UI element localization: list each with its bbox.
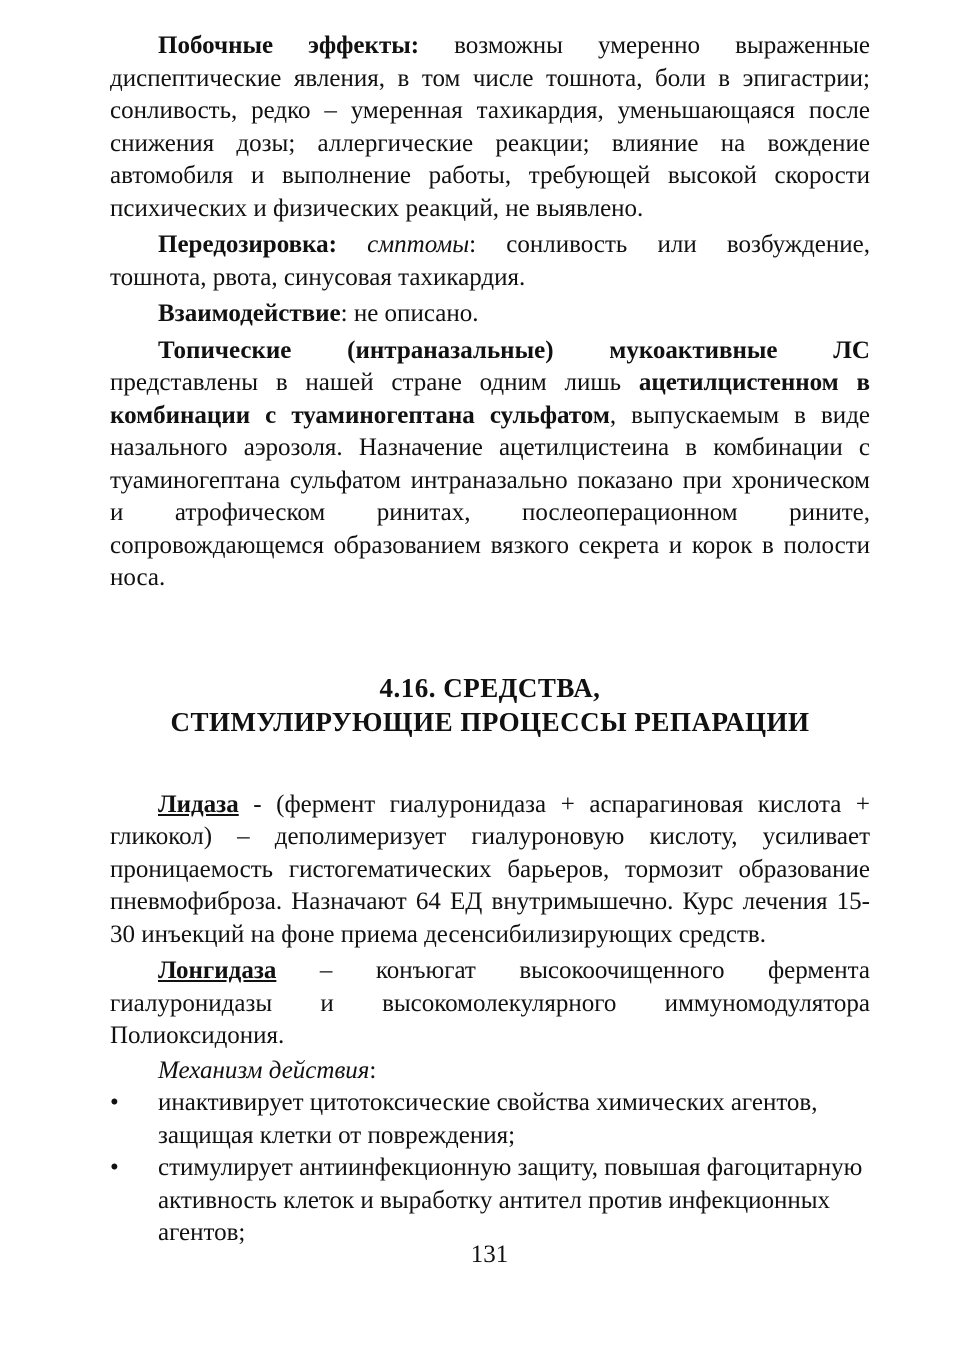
side-effects-text: возможны умеренно выраженные диспептические явления, в том числе тошнота, боли в эпигастрии; сонливость, редко – умеренная тахикардия, уменьшающаяся после снижения дозы; аллергические реакции; влияние на вождение автомобиля и выполнение работы, требующей высокой скорости психических и физических реакций, не выявлено.	[110, 32, 870, 222]
section-heading-line-2: СТИМУЛИРУЮЩИЕ ПРОЦЕССЫ РЕПАРАЦИИ	[170, 706, 810, 737]
lidaza-text: - (фермент гиалуронидаза + аспарагиновая кислота + гликокол) – деполимеризует гиалуроновую кислоту, усиливает проницаемость гистогематических барьеров, тормозит образование пневмофиброза. Назначают 64 ЕД внутримышечно. Курс лечения 15-30 инъекций на фоне приема десенсибилизирующих средств.	[110, 790, 870, 948]
topical-paragraph	[110, 335, 870, 595]
page-body	[110, 30, 870, 1250]
topical-text-2: , выпускаемым в виде назального аэрозоля. Назначение ацетилцистеина в комбинации с туаминогептана сульфатом интраназально показано при хроническом и атрофическом ринитах, послеоперационном рините, сопровождающемся образованием вязкого секрета и корок в полости носа.	[110, 401, 871, 591]
topical-drug-name: ацетилцистенном в комбинации с туаминогептана сульфатом	[110, 369, 871, 429]
mechanism-heading	[110, 1055, 870, 1088]
interaction-paragraph	[110, 298, 870, 331]
longidaza-name: Лонгидаза	[158, 957, 277, 984]
overdose-label: Передозировка:	[158, 231, 337, 258]
mechanism-label: Механизм действия	[158, 1056, 370, 1084]
side-effects-label: Побочные эффекты:	[158, 32, 420, 59]
lidaza-paragraph	[110, 789, 870, 952]
mechanism-list	[110, 1087, 870, 1250]
section-heading-line-1: 4.16. СРЕДСТВА,	[379, 672, 601, 703]
mechanism-colon: :	[369, 1056, 377, 1084]
topical-label: Топические (интраназальные) мукоактивные ЛС	[158, 336, 870, 364]
longidaza-text: – конъюгат высокоочищенного фермента гиалуронидазы и высокомолекулярного иммуномодулятора Полиоксидония.	[110, 957, 870, 1049]
overdose-text: : сонливость или возбуждение, тошнота, рвота, синусовая тахикардия.	[110, 231, 871, 291]
list-item-text: стимулирует антиинфекционную защиту, повышая фагоцитарную активность клеток и выработку антител против инфекционных агентов;	[158, 1154, 863, 1246]
interaction-text: : не описано.	[340, 300, 479, 327]
lidaza-name: Лидаза	[158, 790, 239, 818]
side-effects-paragraph	[110, 30, 870, 225]
list-item-text: инактивирует цитотоксические свойства химических агентов, защищая клетки от повреждения;	[158, 1089, 818, 1149]
bullet-icon: •	[110, 1089, 119, 1116]
list-item	[110, 1152, 870, 1250]
section-heading	[110, 671, 870, 739]
bullet-icon: •	[110, 1154, 119, 1181]
longidaza-paragraph	[110, 955, 870, 1053]
page-number: 131	[470, 1241, 509, 1268]
list-item	[110, 1087, 870, 1152]
overdose-symptoms-label: смптомы	[336, 231, 470, 258]
overdose-paragraph	[110, 229, 870, 294]
topical-text-1: представлены в нашей стране одним лишь	[110, 369, 639, 396]
interaction-label: Взаимодействие	[158, 300, 341, 327]
